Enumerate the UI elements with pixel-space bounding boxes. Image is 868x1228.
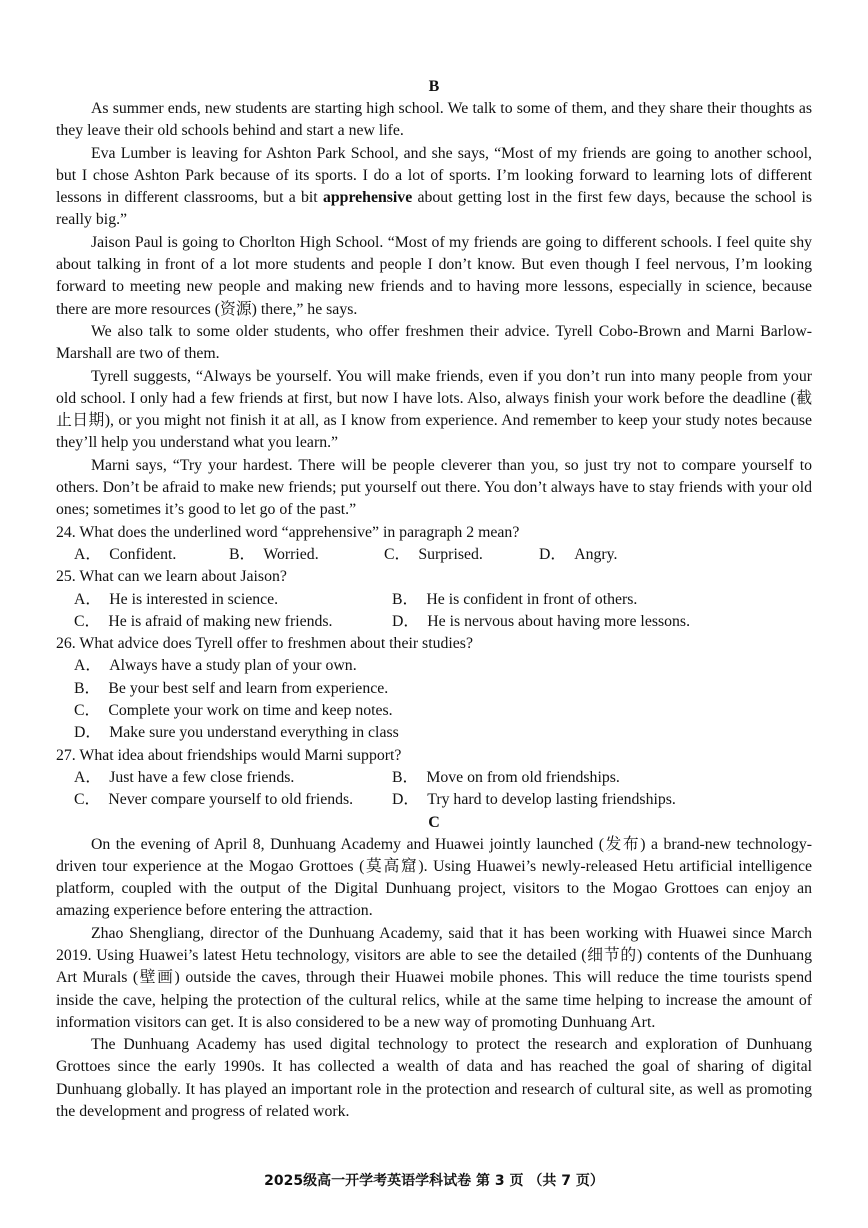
- paragraph: Zhao Shengliang, director of the Dunhuang Academy, said that it has been working with Huawei since March 2019. Using Huawei’s latest Hetu technology, visitors are able to see the detailed (细节的) contents of the Dunhuang Art Murals (壁画) outside the caves, through their Huawei mobile phones. This will reduce the time tourists spend inside the cave, helping the protection of the cultural relics, while at the same time helping to increase the amount of information visitors can get. It is also considered to be a new way of promoting Dunhuang Art.: [56, 924, 812, 1031]
- paragraph: Eva Lumber is leaving for Ashton Park School, and she says, “Most of my friends are going to another school, but I chose Ashton Park because of its sports. I do a lot of sports. I’m looking forward to learning lots of different lessons in different classrooms, but a bit apprehensive about getting lost in the first few days, because the school is really big.”: [56, 144, 812, 229]
- paragraph: We also talk to some older students, who offer freshmen their advice. Tyrell Cobo-Brown and Marni Barlow-Marshall are two of them.: [56, 322, 812, 363]
- section-c-letter: C: [428, 813, 440, 831]
- option-a[interactable]: A． Confident.: [74, 545, 177, 563]
- option-a[interactable]: A． Just have a few close friends.: [74, 768, 295, 786]
- paragraph: On the evening of April 8, Dunhuang Academy and Huawei jointly launched (发布) a brand-new technology-driven tour experience at the Mogao Grottoes (莫高窟). Using Huawei’s newly-released Hetu artificial intelligence platform, coupled with the output of the Digital Dunhuang project, visitors to the Mogao Grottoes can enjoy an amazing experience before entering the attraction.: [56, 835, 812, 920]
- option-row: [56, 611, 812, 633]
- option-c[interactable]: C． Never compare yourself to old friends.: [74, 791, 354, 809]
- paragraph: As summer ends, new students are starting high school. We talk to some of them, and they share their thoughts as they leave their old schools behind and start a new life.: [56, 100, 812, 140]
- section-b-letter: B: [428, 78, 440, 95]
- option-d[interactable]: D． He is nervous about having more lessons.: [392, 612, 691, 630]
- page-footer: 2025级高一开学考英语学科试卷 第 3 页 （共 7 页）: [264, 1173, 604, 1189]
- paragraph: Tyrell suggests, “Always be yourself. You will make friends, even if you don’t run into many people from your old school. I only had a few friends at first, but now I have lots. Also, always finish your work before the deadline (截止日期), or you might not finish it at all, as I know from experience. And remember to keep your study notes because they’ll help you understand what you learn.”: [56, 367, 812, 452]
- question-stem: 24. What does the underlined word “apprehensive” in paragraph 2 mean?: [56, 523, 520, 541]
- question-26: [56, 633, 812, 744]
- paragraph: The Dunhuang Academy has used digital technology to protect the research and exploration of Dunhuang Grottoes since the early 1990s. It has collected a wealth of data and has reached the goal of sharing of digital Dunhuang globally. It has played an important role in the protection and research of cultural site, as well as promoting the development and progress of related work.: [56, 1036, 812, 1121]
- apprehensive-word: apprehensive: [322, 189, 413, 207]
- option-b[interactable]: B． Worried.: [229, 545, 319, 563]
- section-c: [56, 812, 812, 1124]
- option-c[interactable]: C． He is afraid of making new friends.: [74, 612, 333, 630]
- option-b[interactable]: B． Be your best self and learn from experience.: [74, 679, 389, 697]
- question-stem: 25. What can we learn about Jaison?: [56, 568, 287, 586]
- option-a[interactable]: A． He is interested in science.: [74, 590, 279, 608]
- option-b[interactable]: B． Move on from old friendships.: [392, 768, 620, 786]
- option-c[interactable]: C． Complete your work on time and keep notes.: [74, 702, 393, 720]
- question-27: [56, 745, 812, 812]
- option-row: [56, 789, 812, 811]
- exam-page: [56, 76, 812, 1123]
- option-d[interactable]: D． Make sure you understand everything in class: [74, 724, 399, 742]
- option-row: [56, 767, 812, 789]
- option-row: [56, 544, 812, 566]
- questions: [56, 522, 812, 812]
- option-row: [56, 589, 812, 611]
- question-stem: 27. What idea about friendships would Marni support?: [56, 746, 402, 764]
- option-d[interactable]: D． Angry.: [539, 545, 618, 563]
- question-25: [56, 566, 812, 633]
- question-stem: 26. What advice does Tyrell offer to freshmen about their studies?: [56, 635, 473, 653]
- question-24: [56, 522, 812, 567]
- paragraph: Marni says, “Try your hardest. There will be people cleverer than you, so just try not to compare yourself to others. Don’t be afraid to make new friends; put yourself out there. You don’t always have to stay friends with your old ones; sometimes it’s good to let go of the past.”: [56, 456, 812, 519]
- option-b[interactable]: B． He is confident in front of others.: [392, 590, 638, 608]
- option-d[interactable]: D． Try hard to develop lasting friendships.: [392, 791, 676, 809]
- section-b: [56, 76, 812, 522]
- option-c[interactable]: C． Surprised.: [384, 545, 483, 563]
- option-a[interactable]: A． Always have a study plan of your own.: [74, 657, 357, 675]
- paragraph: Jaison Paul is going to Chorlton High School. “Most of my friends are going to different schools. I feel quite shy about talking in front of a lot more students and people I don’t know. But even though I feel nervous, I’m looking forward to meeting new people and making new friends and to having more lessons, especially in science, because there are more resources (资源) there,” he says.: [56, 233, 812, 318]
